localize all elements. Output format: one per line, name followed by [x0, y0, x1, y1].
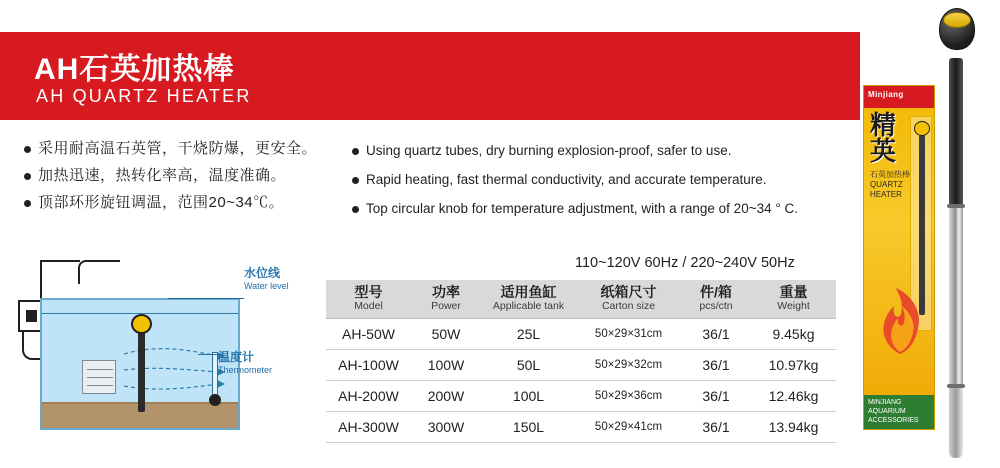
thermometer-leader-line: [198, 354, 218, 355]
feature-text: Rapid heating, fast thermal conductivity, and accurate temperature.: [366, 172, 767, 187]
bullet-icon: [352, 206, 359, 213]
cell-weight: 12.46kg: [751, 381, 836, 412]
product-photo: [845, 0, 1000, 468]
water-level-leader-line: [168, 298, 244, 299]
table-header-row: [326, 280, 836, 319]
list-item: [352, 171, 832, 188]
table-header-model: [326, 280, 411, 319]
installation-diagram: [18, 258, 318, 448]
thermometer-label-cn: 温度计: [218, 350, 255, 364]
feature-text: 采用耐高温石英管，干烧防爆，更安全。: [38, 140, 318, 157]
filter-line: [87, 385, 113, 386]
cell-model: AH-50W: [326, 319, 411, 350]
header-label-cn: 适用鱼缸: [500, 284, 557, 300]
bullet-icon: [352, 148, 359, 155]
cell-tank: 150L: [481, 412, 576, 443]
filter-icon: [82, 360, 116, 394]
cell-pcs: 36/1: [681, 319, 751, 350]
thermometer-callout: [218, 348, 314, 375]
package-sub-text: 石英加热棒 QUARTZ HEATER: [870, 170, 910, 199]
heater-knob-icon: [131, 314, 152, 334]
list-item: [352, 200, 832, 217]
cell-power: 50W: [411, 319, 481, 350]
cell-tank: 25L: [481, 319, 576, 350]
power-adapter-slot: [26, 310, 37, 322]
feature-text: 顶部环形旋钮调温，范围20~34℃。: [38, 194, 285, 211]
cell-model: AH-200W: [326, 381, 411, 412]
cord-horizontal: [40, 260, 80, 262]
cell-power: 200W: [411, 381, 481, 412]
feature-list-chinese: [24, 140, 354, 221]
cell-power: 300W: [411, 412, 481, 443]
flame-icon: [870, 286, 930, 356]
cell-carton: 50×29×32cm: [576, 350, 681, 381]
list-item: [24, 194, 354, 212]
heater-product-ring: [947, 384, 965, 388]
package-window-knob-icon: [914, 121, 930, 136]
cell-model: AH-100W: [326, 350, 411, 381]
cell-pcs: 36/1: [681, 412, 751, 443]
list-item: [24, 167, 354, 185]
list-item: [352, 142, 832, 159]
cell-weight: 10.97kg: [751, 350, 836, 381]
aquarium-tank: [40, 298, 240, 430]
voltage-spec: 110~120V 60Hz / 220~240V 50Hz: [575, 255, 795, 271]
table-header-applicable-tank: [481, 280, 576, 319]
cell-model: AH-300W: [326, 412, 411, 443]
list-item: [24, 140, 354, 158]
retail-package: [863, 85, 935, 430]
header-label-cn: 型号: [354, 284, 383, 300]
bullet-icon: [24, 200, 31, 207]
heater-product-ring: [947, 204, 965, 208]
package-bottom-text: MINJIANG AQUARIUM ACCESSORIES: [868, 399, 919, 424]
header-label-en: Power: [431, 300, 461, 312]
page-subtitle: AH QUARTZ HEATER: [36, 86, 252, 106]
power-wire: [22, 332, 42, 360]
header-label-en: pcs/ctn: [699, 300, 733, 312]
table-header-power: [411, 280, 481, 319]
water-level-label-cn: 水位线: [244, 266, 281, 280]
table-row: [326, 381, 836, 412]
cell-tank: 100L: [481, 381, 576, 412]
bullet-icon: [24, 173, 31, 180]
thermometer-bulb: [209, 394, 221, 406]
water-level-label-en: Water level: [244, 281, 289, 291]
table-header-carton-size: [576, 280, 681, 319]
table-header-weight: [751, 280, 836, 319]
header-label-en: Model: [354, 300, 383, 312]
header-label-cn: 功率: [432, 284, 460, 300]
feature-list-english: [352, 142, 832, 229]
header-label-en: Applicable tank: [492, 300, 565, 312]
header-label-cn: 重量: [779, 284, 808, 300]
thermometer-label-en: Thermometer: [218, 365, 273, 375]
cell-weight: 13.94kg: [751, 412, 836, 443]
bullet-icon: [352, 177, 359, 184]
cell-pcs: 36/1: [681, 350, 751, 381]
specification-table: [326, 280, 836, 443]
filter-line: [87, 369, 113, 370]
feature-text: 加热迅速，热转化率高，温度准确。: [38, 167, 287, 184]
cell-weight: 9.45kg: [751, 319, 836, 350]
cord-vertical: [40, 260, 42, 300]
table-header-pcs-per-carton: [681, 280, 751, 319]
heater-product-upper: [949, 58, 963, 208]
water-level-callout: [244, 264, 318, 291]
cell-carton: 50×29×36cm: [576, 381, 681, 412]
header-label-cn: 纸箱尺寸: [600, 284, 657, 300]
cell-power: 100W: [411, 350, 481, 381]
feature-text: Using quartz tubes, dry burning explosion-proof, safer to use.: [366, 143, 732, 158]
header-banner: [0, 32, 860, 120]
heater-tube: [138, 326, 145, 412]
cell-carton: 50×29×41cm: [576, 412, 681, 443]
heater-product-tip: [949, 388, 963, 458]
cell-tank: 50L: [481, 350, 576, 381]
header-label-cn: 件/箱: [700, 284, 732, 300]
package-brand-label: Minjiang: [868, 90, 904, 99]
package-main-text: 精英: [870, 110, 897, 166]
feature-text: Top circular knob for temperature adjustment, with a range of 20~34 ° C.: [366, 201, 798, 216]
table-row: [326, 412, 836, 443]
header-label-en: Carton size: [601, 300, 656, 312]
cell-pcs: 36/1: [681, 381, 751, 412]
heater-cord: [78, 260, 120, 284]
heater-product-dial-icon: [943, 12, 971, 28]
filter-line: [87, 377, 113, 378]
bullet-icon: [24, 146, 31, 153]
cell-carton: 50×29×31cm: [576, 319, 681, 350]
table-row: [326, 319, 836, 350]
table-row: [326, 350, 836, 381]
page-title: AH石英加热棒: [34, 53, 235, 86]
header-label-en: Weight: [777, 300, 810, 312]
